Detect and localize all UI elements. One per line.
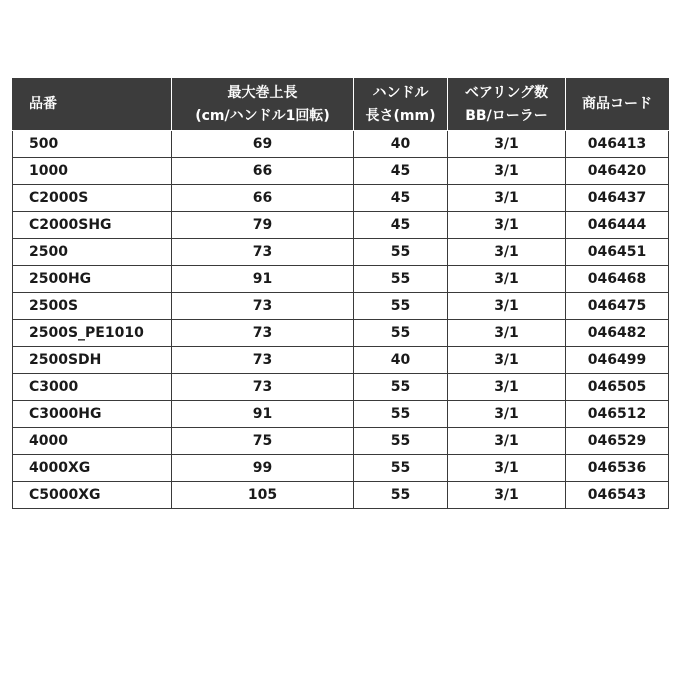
table-row xyxy=(13,212,669,239)
cell-product-code: 046482 xyxy=(566,320,669,347)
cell-handle-length: 55 xyxy=(354,428,448,455)
cell-max-retrieve: 105 xyxy=(172,482,354,509)
cell-handle-length: 55 xyxy=(354,266,448,293)
header-product-code xyxy=(566,79,669,131)
cell-handle-length: 40 xyxy=(354,347,448,374)
cell-bearings: 3/1 xyxy=(448,185,566,212)
header-handle-length-line1: ハンドル xyxy=(372,84,429,101)
header-row xyxy=(13,79,669,131)
header-bearings-line2: BB/ローラー xyxy=(465,107,548,124)
header-product-number xyxy=(13,79,172,131)
cell-product-code: 046475 xyxy=(566,293,669,320)
cell-handle-length: 55 xyxy=(354,455,448,482)
table-row xyxy=(13,185,669,212)
table-row xyxy=(13,131,669,158)
table-row xyxy=(13,401,669,428)
cell-product-code: 046499 xyxy=(566,347,669,374)
cell-handle-length: 55 xyxy=(354,482,448,509)
cell-product-number: 2500 xyxy=(13,239,172,266)
cell-bearings: 3/1 xyxy=(448,482,566,509)
cell-bearings: 3/1 xyxy=(448,347,566,374)
cell-max-retrieve: 73 xyxy=(172,320,354,347)
cell-product-code: 046529 xyxy=(566,428,669,455)
table-row xyxy=(13,374,669,401)
header-bearings xyxy=(448,79,566,131)
cell-max-retrieve: 99 xyxy=(172,455,354,482)
cell-max-retrieve: 75 xyxy=(172,428,354,455)
table-header xyxy=(13,79,669,131)
table-row xyxy=(13,293,669,320)
cell-product-number: 500 xyxy=(13,131,172,158)
cell-product-number: 4000XG xyxy=(13,455,172,482)
cell-product-number: 2500HG xyxy=(13,266,172,293)
header-max-retrieve-line2: (cm/ハンドル1回転) xyxy=(195,107,330,124)
cell-handle-length: 55 xyxy=(354,320,448,347)
table-row xyxy=(13,455,669,482)
cell-max-retrieve: 73 xyxy=(172,293,354,320)
header-max-retrieve-line1: 最大巻上長 xyxy=(227,84,298,101)
cell-max-retrieve: 79 xyxy=(172,212,354,239)
cell-bearings: 3/1 xyxy=(448,320,566,347)
cell-product-code: 046420 xyxy=(566,158,669,185)
cell-product-number: 2500SDH xyxy=(13,347,172,374)
cell-product-number: C3000 xyxy=(13,374,172,401)
cell-handle-length: 45 xyxy=(354,212,448,239)
header-bearings-line1: ベアリング数 xyxy=(464,84,549,101)
cell-product-code: 046468 xyxy=(566,266,669,293)
cell-handle-length: 40 xyxy=(354,131,448,158)
cell-max-retrieve: 91 xyxy=(172,266,354,293)
header-product-code-label: 商品コード xyxy=(582,96,652,112)
cell-handle-length: 45 xyxy=(354,185,448,212)
cell-product-number: C2000S xyxy=(13,185,172,212)
table-row xyxy=(13,320,669,347)
table-row xyxy=(13,482,669,509)
cell-bearings: 3/1 xyxy=(448,266,566,293)
table-row xyxy=(13,347,669,374)
cell-product-code: 046451 xyxy=(566,239,669,266)
cell-bearings: 3/1 xyxy=(448,455,566,482)
cell-product-number: 2500S_PE1010 xyxy=(13,320,172,347)
table-row xyxy=(13,158,669,185)
header-product-number-label: 品番 xyxy=(29,96,57,112)
cell-handle-length: 55 xyxy=(354,374,448,401)
cell-bearings: 3/1 xyxy=(448,212,566,239)
header-max-retrieve xyxy=(172,79,354,131)
cell-bearings: 3/1 xyxy=(448,131,566,158)
table-row xyxy=(13,428,669,455)
cell-product-number: 1000 xyxy=(13,158,172,185)
cell-product-number: 2500S xyxy=(13,293,172,320)
table-body xyxy=(13,131,669,509)
header-handle-length-line2: 長さ(mm) xyxy=(365,107,436,124)
cell-product-code: 046536 xyxy=(566,455,669,482)
cell-product-number: C5000XG xyxy=(13,482,172,509)
cell-product-code: 046505 xyxy=(566,374,669,401)
cell-bearings: 3/1 xyxy=(448,428,566,455)
cell-bearings: 3/1 xyxy=(448,158,566,185)
cell-handle-length: 55 xyxy=(354,239,448,266)
header-handle-length xyxy=(354,79,448,131)
cell-bearings: 3/1 xyxy=(448,374,566,401)
cell-handle-length: 45 xyxy=(354,158,448,185)
cell-handle-length: 55 xyxy=(354,293,448,320)
cell-bearings: 3/1 xyxy=(448,401,566,428)
cell-handle-length: 55 xyxy=(354,401,448,428)
spec-table xyxy=(12,78,669,509)
cell-max-retrieve: 66 xyxy=(172,158,354,185)
cell-max-retrieve: 69 xyxy=(172,131,354,158)
cell-product-code: 046444 xyxy=(566,212,669,239)
cell-max-retrieve: 91 xyxy=(172,401,354,428)
cell-bearings: 3/1 xyxy=(448,239,566,266)
cell-product-code: 046437 xyxy=(566,185,669,212)
cell-product-code: 046413 xyxy=(566,131,669,158)
table-row xyxy=(13,266,669,293)
cell-product-code: 046543 xyxy=(566,482,669,509)
cell-bearings: 3/1 xyxy=(448,293,566,320)
cell-product-number: 4000 xyxy=(13,428,172,455)
cell-max-retrieve: 73 xyxy=(172,347,354,374)
cell-product-number: C2000SHG xyxy=(13,212,172,239)
cell-max-retrieve: 66 xyxy=(172,185,354,212)
cell-product-number: C3000HG xyxy=(13,401,172,428)
cell-product-code: 046512 xyxy=(566,401,669,428)
table-row xyxy=(13,239,669,266)
cell-max-retrieve: 73 xyxy=(172,239,354,266)
cell-max-retrieve: 73 xyxy=(172,374,354,401)
